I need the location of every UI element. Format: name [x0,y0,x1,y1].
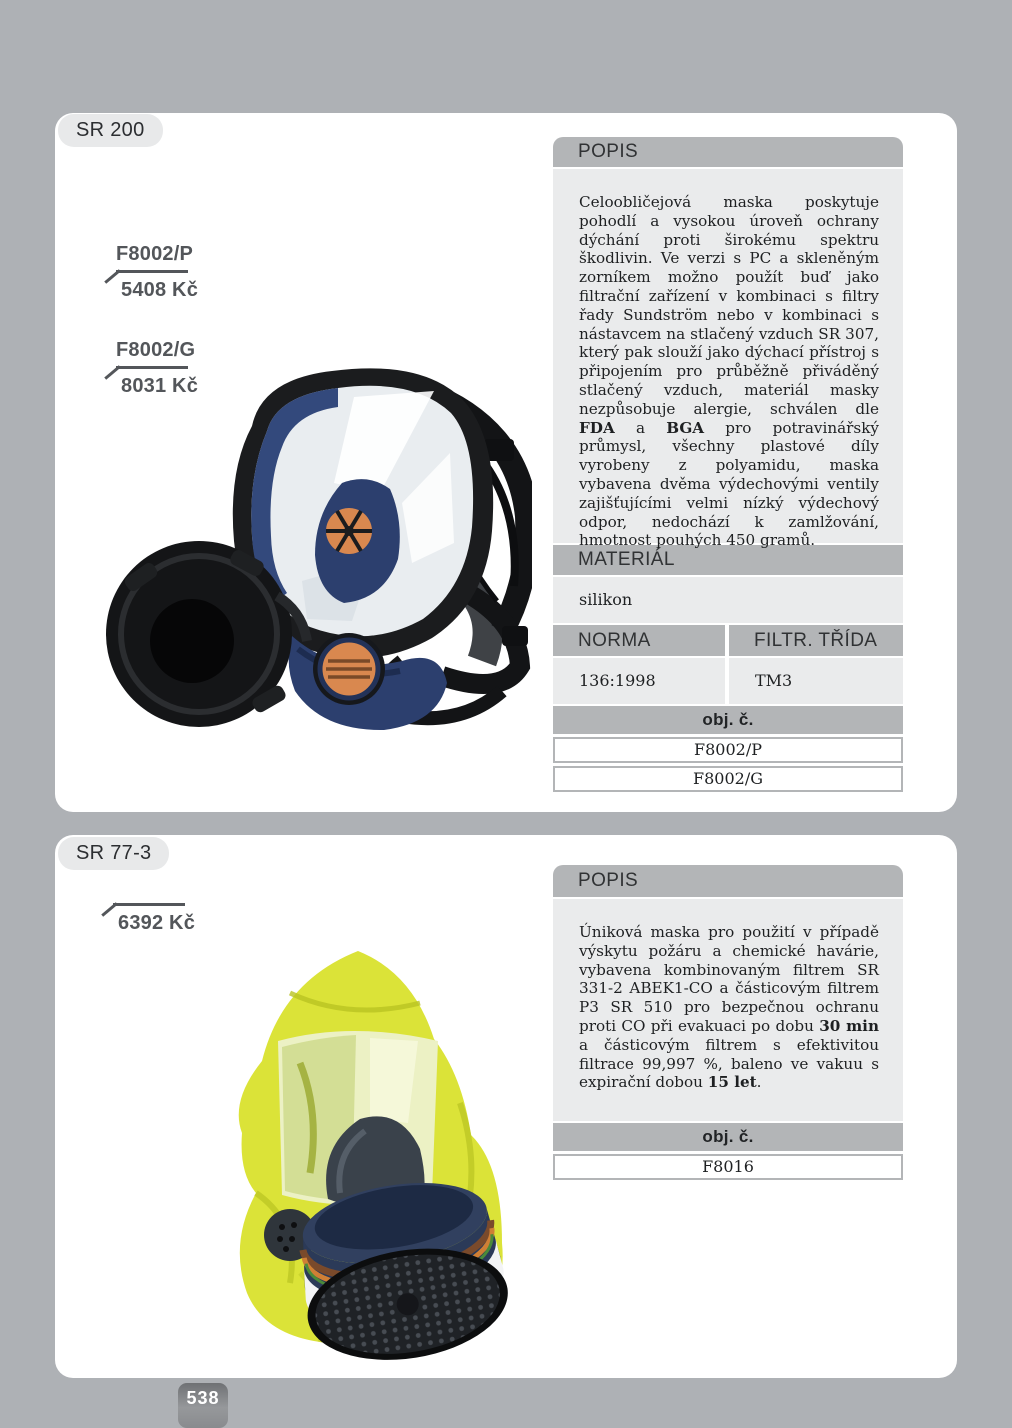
popis-header: POPIS [553,137,903,167]
obj-c-header: obj. č. [553,706,903,734]
page-number-tab [178,1383,228,1428]
norma-header: NORMA [553,625,725,656]
product-price: 8031 Kč [121,375,199,397]
norma-value: 136:1998 [553,658,725,704]
sr773-hood-photo [170,943,540,1363]
spec-column [553,137,903,792]
material-value: silikon [553,577,903,623]
product-card-sr773 [55,835,957,1378]
price-rule [113,903,185,906]
filtr-trida-value: TM3 [729,658,903,704]
order-number: F8016 [553,1154,903,1180]
product-card-sr200 [55,113,957,812]
order-number: F8002/P [553,737,903,763]
sr200-mask-photo [102,331,532,731]
order-number: F8002/G [553,766,903,792]
popis-header: POPIS [553,865,903,897]
price-rule [116,270,188,273]
exhalation-valve [313,633,385,705]
product-description: Úniková maska pro použití v případě výskytu požáru a chemické havárie, vybavena kombinovaným filtrem SR 331-2 ABEK1-CO a částicovým filtrem P3 SR 510 pro bezpečnou ochranu proti CO při evakuaci po dobu 30 min a částicovým filtrem s efektivitou filtrace 99,997 %, baleno ve vakuu s expirační dobou 15 let. [553,899,903,1121]
material-header: MATERIÁL [553,545,903,575]
obj-c-header: obj. č. [553,1123,903,1151]
product-tab-sr773: SR 77-3 [58,837,169,870]
price-tick [104,269,120,284]
product-description: Celoobličejová maska poskytuje pohodlí a vysokou úroveň ochrany dýchání proti širokému spektru škodlivin. Ve verzi s PC a skleněným zorníkem možno použít buď jako filtrační zařízení v kombinaci s filtry řady Sundström nebo v kombinaci s nástavcem na stlačený vzduch SR 307, který pak slouží jako dýchací přístroj s připojením pro průběžně přiváděný stlačený vzduch, materiál masky nezpůsobuje alergie, schválen dle FDA a BGA pro potravinářský průmysl, všechny plastové díly vyrobeny z polyamidu, maska vybavena dvěma výdechovými ventily zajišťujícími velmi nízký výdechový odpor, nedochází k zamlžování, hmotnost pouhých 450 gramů. [553,169,903,543]
price-tag [113,243,198,302]
spec-column [553,865,903,1180]
filtr-trida-header: FILTR. TŘÍDA [729,625,903,656]
norma-filtr-table [553,623,903,704]
price-tick [101,902,117,917]
product-price: 5408 Kč [121,279,199,301]
product-code: F8002/G [116,339,196,361]
inhalation-membrane [326,508,372,554]
page-number: 538 [186,1388,220,1408]
price-tag [110,903,195,935]
product-price: 6392 Kč [118,912,196,934]
product-code: F8002/P [116,243,194,265]
product-tab-sr200: SR 200 [58,114,163,147]
